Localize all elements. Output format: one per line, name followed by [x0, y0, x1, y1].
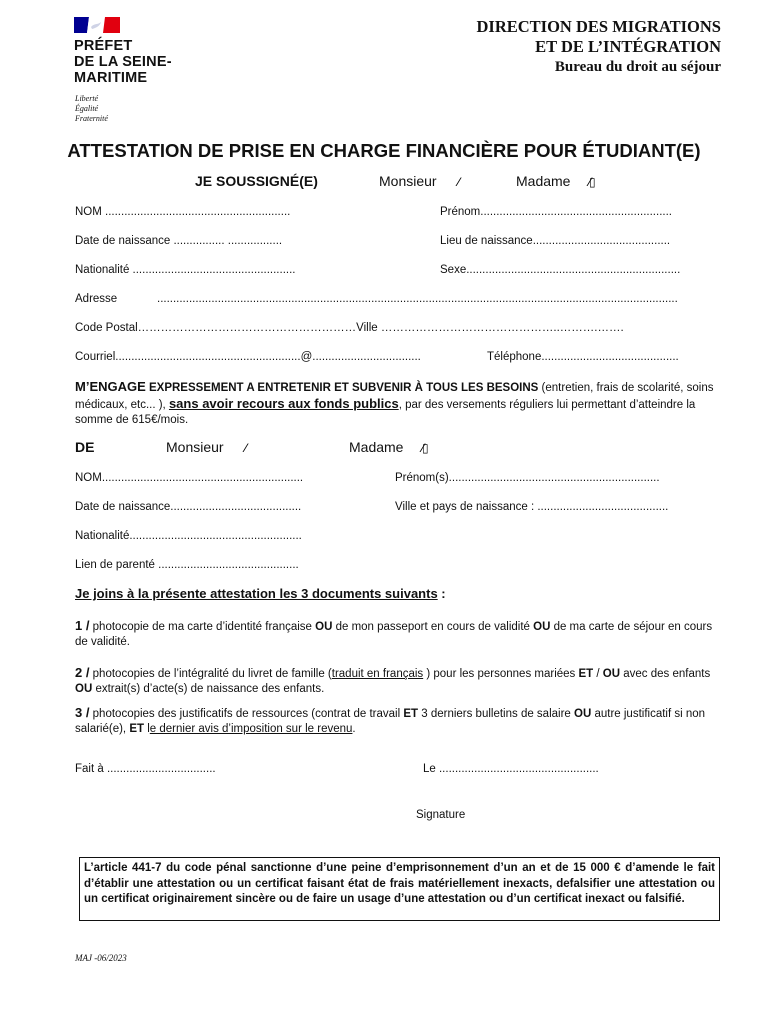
document-item-text: OU [533, 621, 551, 633]
document-item-text: traduit en français [331, 668, 424, 680]
documents-heading [75, 586, 446, 601]
madame-label-2: Madame [349, 439, 404, 455]
document-item-text: e dernier avis d’imposition sur le revenu [149, 723, 353, 735]
nom-field[interactable]: NOM .......................................................... [75, 206, 291, 218]
document-item-text: de ma carte de séjour en cours de validité. [75, 621, 713, 648]
document-item-text: / [593, 668, 603, 680]
document-item-number: 1 / [75, 618, 90, 633]
direction-line: ET DE L’INTÉGRATION [535, 37, 721, 56]
document-item-text: ET [578, 668, 594, 680]
m-engage: M’ENGAGE [75, 379, 146, 394]
prefet-line: MARITIME [74, 70, 148, 86]
engagement-rest: , par des versements réguliers lui permettant d’atteindre la somme de 615€/mois. [75, 399, 696, 426]
date-naissance-field[interactable]: Date de naissance ................ ................. [75, 235, 283, 247]
fait-a-field[interactable]: Fait à .................................. [75, 763, 216, 775]
document-item-2 [75, 665, 719, 697]
documents-heading-text: Je joins à la présente attestation les 3 documents suivants [75, 586, 438, 601]
monsieur-label: Monsieur [379, 173, 437, 189]
prefet-line: DE LA SEINE- [74, 54, 172, 70]
le-date-field[interactable]: Le .................................................. [423, 763, 599, 775]
prefet-line: PRÉFET [74, 38, 133, 54]
document-item-text: 3 derniers bulletins de salaire [418, 708, 575, 720]
document-title: ATTESTATION DE PRISE EN CHARGE FINANCIÈRE POUR ÉTUDIANT(E) [67, 140, 701, 161]
document-item-text: ) pour les personnes mariées [423, 668, 579, 680]
ville-pays-naissance-field[interactable]: Ville et pays de naissance : ......................................... [395, 501, 669, 513]
document-item-text: OU [574, 708, 592, 720]
update-footer: MAJ -06/2023 [75, 953, 127, 963]
nationalite-field-2[interactable]: Nationalité...................................................... [75, 530, 302, 542]
engagement-underline: sans avoir recours aux fonds publics [168, 396, 399, 411]
date-naissance-field-2[interactable]: Date de naissance......................................... [75, 501, 302, 513]
direction-line: DIRECTION DES MIGRATIONS [476, 17, 721, 36]
madame-label: Madame [516, 173, 571, 189]
document-item-text: autre justificatif si non salarié(e), [75, 708, 706, 735]
penal-code-warning-text: L’article 441-7 du code pénal sanctionne d’une peine d’emprisonnement d’un an et de 15 000 € d’amende le fait d’établir une attestation ou un certificat faisant état de frais matériellement inexacts, defalsifier une attestation ou un certificat originairement sincère ou de faire un usage d’une attestation ou d’un certificat inexact ou falsifié. [84, 862, 715, 905]
document-item-text: de mon passeport en cours de validité [332, 621, 534, 633]
motto-line: Égalité [75, 104, 99, 113]
engagement-paragraph [75, 379, 719, 428]
document-item-text: extrait(s) d’acte(s) de naissance des enfants. [92, 683, 325, 695]
code-postal-ville-field[interactable]: Code Postal…………………………………………………Ville ………………………………………..……….……. [75, 322, 624, 334]
courriel-field[interactable]: Courriel..........................................................@.................................. [75, 351, 421, 363]
lien-parente-field[interactable]: Lien de parenté ............................................ [75, 559, 299, 571]
de-heading: DE [75, 439, 95, 455]
motto-line: Liberté [75, 94, 99, 103]
prefet-logo-text [74, 38, 204, 86]
document-item-1 [75, 618, 719, 650]
document-item-text: photocopies des justificatifs de ressources (contrat de travail [89, 708, 404, 720]
direction-header [477, 17, 722, 77]
document-item-text: ET [403, 708, 419, 720]
sexe-field[interactable]: Sexe................................................................... [440, 264, 681, 276]
nom-field-2[interactable]: NOM............................................................... [75, 472, 304, 484]
penal-code-warning-box [79, 857, 720, 921]
nationalite-field[interactable]: Nationalité ................................................... [75, 264, 296, 276]
bureau-line: Bureau du droit au séjour [554, 59, 721, 75]
monsieur-label-2: Monsieur [166, 439, 224, 455]
documents-heading-colon: : [437, 586, 446, 601]
motto-line: Fraternité [75, 114, 108, 123]
lieu-naissance-field[interactable]: Lieu de naissance........................................... [440, 235, 671, 247]
document-item-number: 3 / [75, 705, 90, 720]
adresse-label: Adresse [75, 293, 118, 305]
document-item-text: photocopie de ma carte d’identité française [89, 621, 316, 633]
document-item-text: OU [75, 683, 93, 695]
engagement-bold: EXPRESSEMENT A ENTRETENIR ET SUBVENIR À TOUS LES BESOINS [145, 382, 539, 394]
madame-checkbox-icon-2[interactable]: ⁄⁄▯ [422, 441, 427, 455]
document-item-number: 2 / [75, 665, 90, 680]
document-item-text: photocopies de l’intégralité du livret de famille ( [89, 668, 332, 680]
document-item-text: . [352, 723, 356, 735]
document-item-text: ET [129, 723, 145, 735]
madame-checkbox-icon[interactable]: ⁄⁄▯ [589, 175, 594, 189]
document-item-text: l [144, 723, 150, 735]
republic-motto [75, 94, 108, 124]
je-soussigne-heading: JE SOUSSIGNÉ(E) [195, 173, 318, 189]
document-item-text: OU [315, 621, 333, 633]
engagement-normal: (entretien, frais de scolarité, soins médicaux, etc... ), [75, 382, 714, 411]
document-item-3 [75, 705, 719, 737]
document-item-text: avec des enfants [620, 668, 711, 680]
document-item-text: OU [602, 668, 621, 680]
prenoms-field[interactable]: Prénom(s).................................................................. [395, 472, 660, 484]
telephone-field[interactable]: Téléphone........................................... [487, 351, 679, 363]
signature-label: Signature [416, 809, 466, 821]
adresse-field[interactable]: ................................................................................................................................................................... [157, 293, 678, 305]
prenom-field[interactable]: Prénom............................................................ [440, 206, 672, 218]
republique-flag-logo [74, 17, 120, 33]
